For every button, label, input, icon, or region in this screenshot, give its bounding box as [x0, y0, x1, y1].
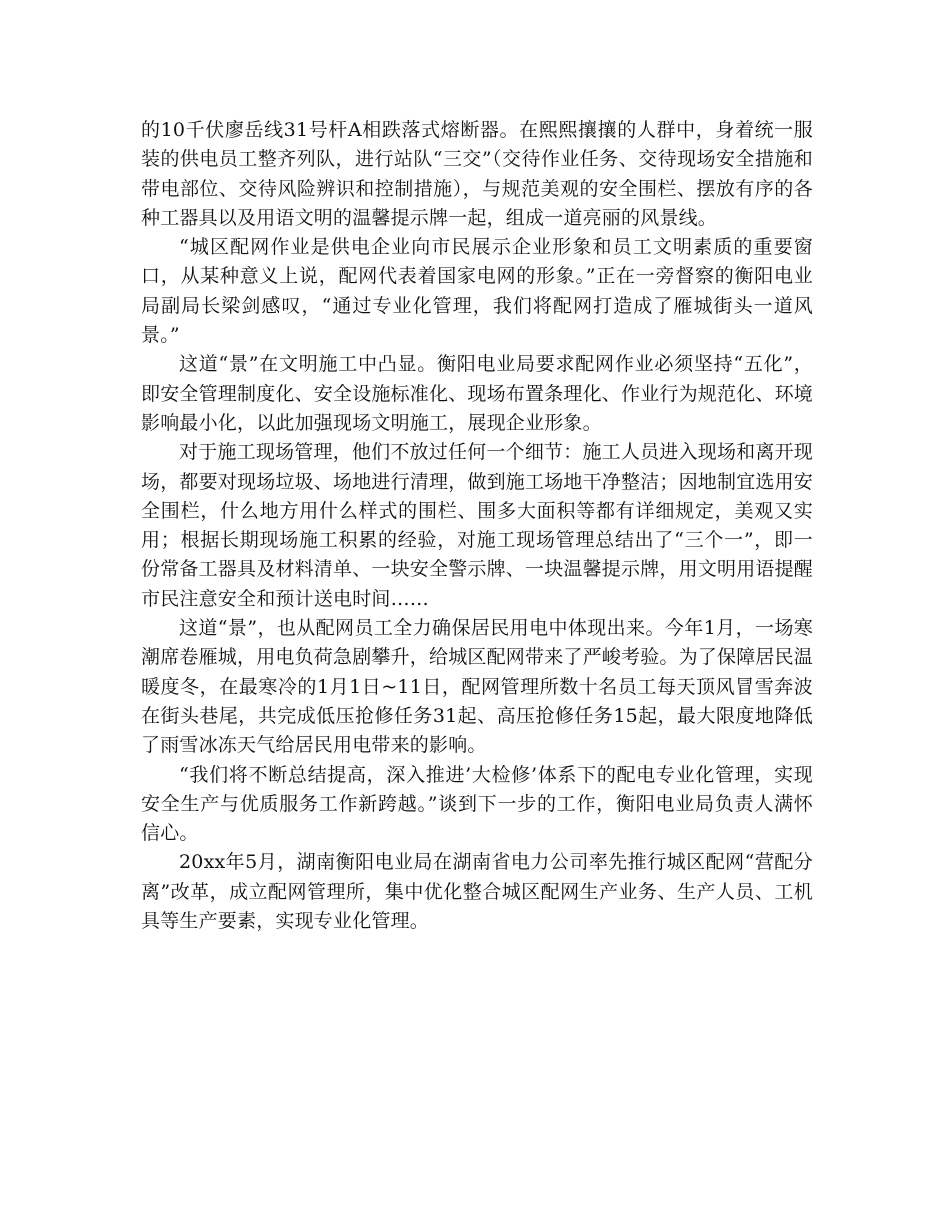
document-body [141, 116, 813, 936]
paragraph-1: 的10千伏廖岳线31号杆A相跌落式熔断器。在熙熙攘攘的人群中，身着统一服装的供电员工整齐列队，进行站队“三交”（交待作业任务、交待现场安全措施和带电部位、交待风险辨识和控制措施），与规范美观的安全围栏、摆放有序的各种工器具以及用语文明的温馨提示牌一起，组成一道亮丽的风景线。 [141, 119, 813, 229]
paragraph-3: 这道“景”在文明施工中凸显。衡阳电业局要求配网作业必须坚持“五化”，即安全管理制度化、安全设施标准化、现场布置条理化、作业行为规范化、环境影响最小化，以此加强现场文明施工，展现企业形象。 [141, 353, 814, 434]
paragraph-7: 20xx年5月，湖南衡阳电业局在湖南省电力公司率先推行城区配网“营配分离”改革，成立配网管理所，集中优化整合城区配网生产业务、生产人员、工机具等生产要素，实现专业化管理。 [141, 851, 813, 933]
paragraph-6: “我们将不断总结提高，深入推进’大检修’体系下的配电专业化管理，实现安全生产与优质服务工作新跨越。”谈到下一步的工作，衡阳电业局负责人满怀信心。 [141, 763, 813, 845]
paragraph-5: 这道“景”，也从配网员工全力确保居民用电中体现出来。今年1月，一场寒潮席卷雁城，用电负荷急剧攀升，给城区配网带来了严峻考验。为了保障居民温暖度冬，在最寒冷的1月1日~11日，配网管理所数十名员工每天顶风冒雪奔波在街头巷尾，共完成低压抢修任务31起、高压抢修任务15起，最大限度地降低了雨雪冰冻天气给居民用电带来的影响。 [141, 617, 814, 757]
paragraph-4: 对于施工现场管理，他们不放过任何一个细节：施工人员进入现场和离开现场，都要对现场垃圾、场地进行清理，做到施工场地干净整洁；因地制宜选用安全围栏，什么地方用什么样式的围栏、围多大面积等都有详细规定，美观又实用；根据长期现场施工积累的经验，对施工现场管理总结出了“三个一”，即一份常备工器具及材料清单、一块安全警示牌、一块温馨提示牌，用文明用语提醒市民注意安全和预计送电时间…… [141, 441, 814, 610]
paragraph-2: “城区配网作业是供电企业向市民展示企业形象和员工文明素质的重要窗口，从某种意义上说，配网代表着国家电网的形象。”正在一旁督察的衡阳电业局副局长梁剑感叹，“通过专业化管理，我们将配网打造成了雁城街头一道风景。” [141, 236, 813, 347]
